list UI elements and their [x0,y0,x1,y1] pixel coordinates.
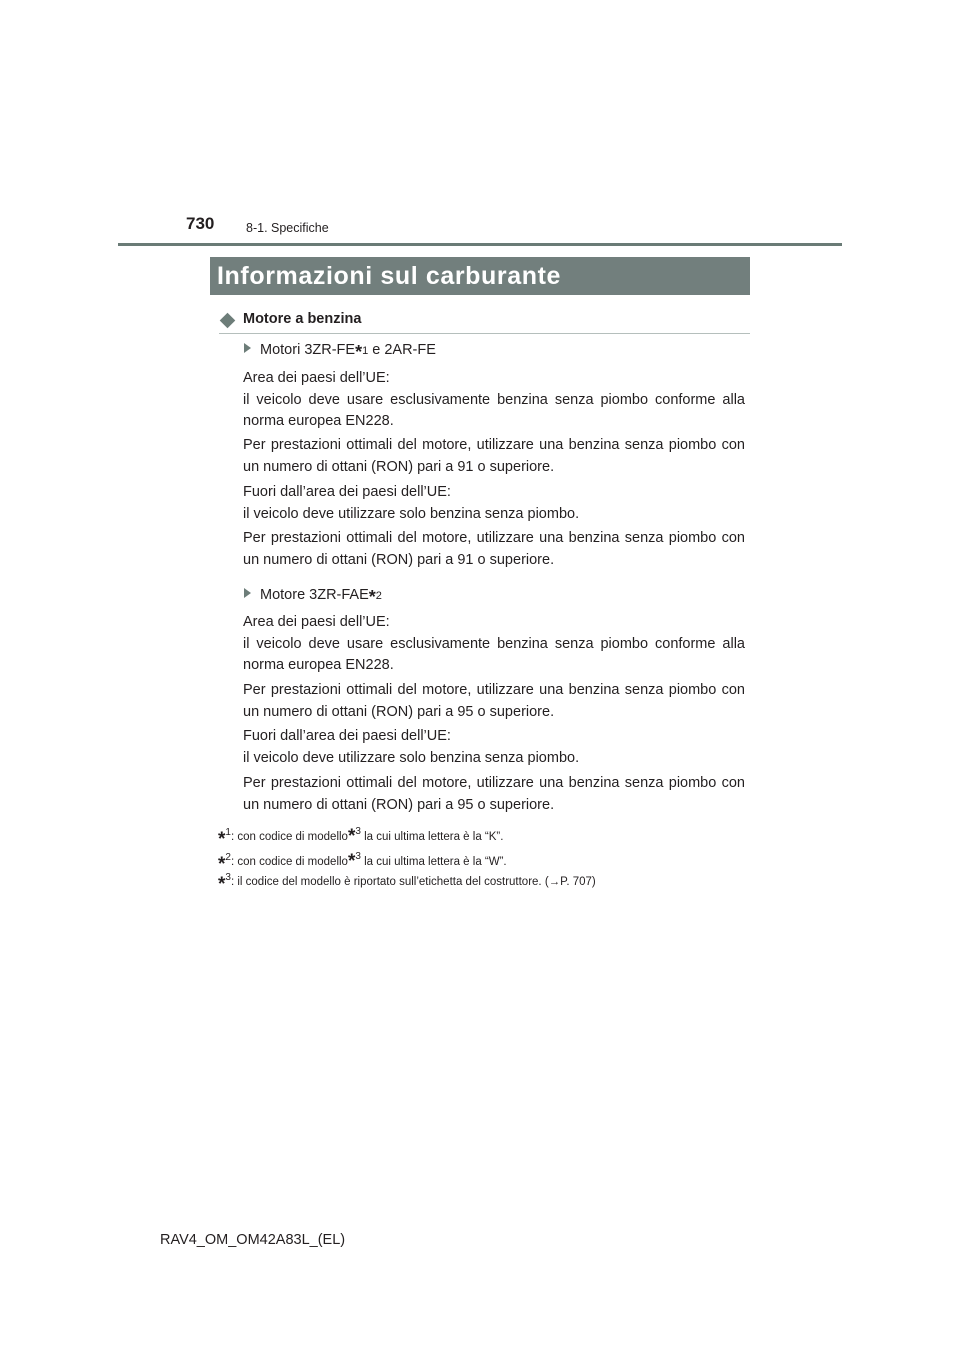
subheading-text: Motore a benzina [243,311,362,327]
star-symbol: * [218,854,226,875]
star-symbol: * [347,851,356,872]
note-marker [369,587,382,608]
page-number: 730 [186,214,215,233]
paragraph: Fuori dall’area dei paesi dell’UE: il veicolo deve utilizzare solo benzina senza piombo. [243,728,580,766]
engine-name: Motori 3ZR-FE [260,342,356,358]
triangle-arrow-icon [244,588,251,598]
triangle-arrow-icon [244,343,251,353]
star-symbol: * [218,829,226,850]
footnote [218,843,507,875]
star-symbol: * [218,874,226,895]
paragraph: Area dei paesi dell’UE: il veicolo deve usare esclusivamente benzina senza piombo conforme alla norma europea EN228. [243,614,745,673]
paragraph: Per prestazioni ottimali del motore, utilizzare una benzina senza piombo con un numero di ottani (RON) pari a 91 o superiore. [243,530,745,568]
footnote [218,818,504,850]
diamond-icon [220,313,236,329]
star-symbol: * [347,826,356,847]
section-label: 8-1. Specifiche [246,221,329,235]
star-symbol: * [355,342,363,362]
paragraph: Area dei paesi dell’UE: il veicolo deve usare esclusivamente benzina senza piombo conforme alla norma europea EN228. [243,370,745,429]
engine-heading [244,587,382,608]
footnote-ref [347,851,361,872]
paragraph: Per prestazioni ottimali del motore, utilizzare una benzina senza piombo con un numero di ottani (RON) pari a 95 o superiore. [243,682,745,720]
footnote-text-end: la cui ultima lettera è la “K”. [360,831,504,843]
paragraph: Fuori dall’area dei paesi dell’UE: il veicolo deve utilizzare solo benzina senza piombo. [243,484,580,522]
paragraph: Per prestazioni ottimali del motore, utilizzare una benzina senza piombo con un numero di ottani (RON) pari a 91 o superiore. [243,437,745,475]
footnote-text: : con codice di modello [230,856,348,868]
note-number: 1 [362,345,369,357]
footnote-number: 1 [225,827,231,838]
footnote-text: : il codice del modello è riportato sull’etichetta del costruttore. (→P. 707) [230,876,596,888]
paragraph: Per prestazioni ottimali del motore, utilizzare una benzina senza piombo con un numero di ottani (RON) pari a 95 o superiore. [243,775,745,813]
subheading [219,311,750,334]
footnote-number: 3 [225,872,231,883]
star-symbol: * [368,587,376,607]
footnote-number: 2 [225,852,231,863]
header-divider [118,243,842,246]
note-number: 2 [375,590,382,602]
page-title: Informazioni sul carburante [217,261,562,290]
engine-heading [244,342,436,363]
footnote-ref-number: 3 [355,826,361,837]
footnote-text-end: la cui ultima lettera è la “W”. [360,856,507,868]
engine-name-suffix: e 2AR-FE [368,342,436,358]
footnote [218,869,596,895]
engine-name: Motore 3ZR-FAE [260,587,369,603]
footnote-ref [347,826,361,847]
footnote-text: : con codice di modello [230,831,348,843]
note-marker [355,342,368,363]
footnote-ref-number: 3 [355,851,361,862]
document-code: RAV4_OM_OM42A83L_(EL) [160,1232,346,1248]
title-bar [210,257,750,295]
